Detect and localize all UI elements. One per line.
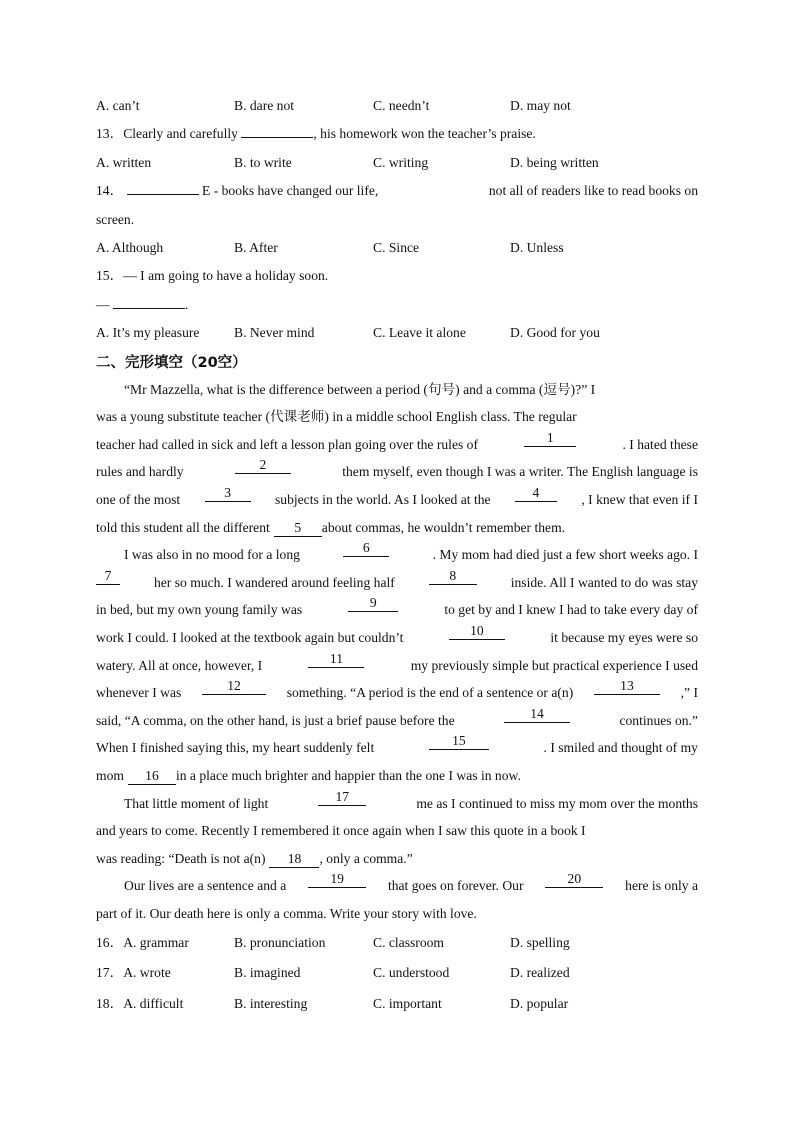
q14-option-a[interactable]: A. Although — [96, 240, 164, 256]
passage-text: continues on.” — [619, 712, 698, 728]
mcq-option-b[interactable]: B. pronunciation — [234, 934, 326, 950]
mcq-option-cell — [96, 958, 234, 989]
q14-question-line1 — [96, 177, 698, 205]
passage-text: her so much. I wandered around feeling half — [153, 574, 395, 590]
q13-option-c[interactable]: C. writing — [373, 154, 429, 170]
q15-prompt: — I am going to have a holiday soon. — [123, 268, 329, 284]
q13-option-d[interactable]: D. being written — [510, 154, 599, 170]
passage-line — [96, 403, 698, 431]
mcq-option-cell — [510, 989, 698, 1020]
passage-line — [96, 486, 698, 514]
cloze-passage — [96, 376, 698, 928]
q14-option-b[interactable]: B. After — [234, 240, 278, 256]
mcq-option-b[interactable]: B. imagined — [234, 965, 301, 981]
q14-text-a: E - books have changed our life, — [202, 183, 379, 199]
q15-option-d[interactable]: D. Good for you — [510, 325, 600, 341]
q13-text-pre: Clearly and carefully — [123, 126, 238, 142]
cloze-blank-5[interactable]: 5 — [274, 521, 322, 537]
mcq-option-c[interactable]: C. understood — [373, 965, 450, 981]
q15-option-c[interactable]: C. Leave it alone — [373, 325, 466, 341]
section-title-cloze: 二、完形填空（20空） — [96, 354, 247, 371]
mcq-number: 18． — [96, 995, 124, 1011]
q15-number: 15． — [96, 268, 124, 284]
cloze-blank-13[interactable]: 13 — [594, 679, 660, 695]
passage-text: When I finished saying this, my heart suddenly felt — [96, 740, 375, 756]
q12-option-b[interactable]: B. dare not — [234, 98, 295, 113]
cloze-blank-19[interactable]: 19 — [308, 872, 366, 888]
q15-reply-end: . — [185, 296, 189, 312]
q13-option-b[interactable]: B. to write — [234, 154, 292, 170]
cloze-blank-20[interactable]: 20 — [545, 872, 603, 888]
passage-text: watery. All at once, however, I — [96, 657, 263, 673]
cloze-blank-18[interactable]: 18 — [269, 852, 319, 868]
passage-line — [96, 596, 698, 624]
cloze-blank-10[interactable]: 10 — [449, 624, 505, 640]
mcq-option-d[interactable]: D. realized — [510, 965, 570, 981]
q14-option-d[interactable]: D. Unless — [510, 240, 564, 256]
passage-text: was a young substitute teacher (代课老师) in a middle school English class. The regular — [96, 409, 577, 425]
q14-number: 14． — [96, 183, 124, 199]
q15-options — [96, 319, 698, 347]
cloze-blank-4[interactable]: 4 — [515, 486, 557, 502]
passage-line — [96, 541, 698, 569]
passage-text: said, “A comma, on the other hand, is just a brief pause before the — [96, 712, 455, 728]
passage-text: and years to come. Recently I remembered it once again when I saw this quote in a book I — [96, 823, 586, 839]
passage-text: about commas, he wouldn’t remember them. — [321, 519, 566, 535]
mcq-option-cell — [510, 958, 698, 989]
passage-line — [96, 790, 698, 818]
passage-text: told this student all the different — [96, 519, 270, 535]
passage-line — [96, 762, 698, 790]
passage-text: mom — [96, 767, 124, 783]
q14-text-b: not all of readers like to read books on — [488, 183, 698, 199]
cloze-blank-3[interactable]: 3 — [205, 486, 251, 502]
q12-options — [96, 92, 698, 120]
cloze-blank-6[interactable]: 6 — [343, 541, 389, 557]
passage-text: , only a comma.” — [319, 850, 413, 866]
passage-line — [96, 458, 698, 486]
q12-option-a[interactable]: A. can’t — [96, 98, 140, 113]
passage-text: , I knew that even if I — [581, 492, 698, 508]
cloze-blank-11[interactable]: 11 — [308, 652, 364, 668]
passage-text: whenever I was — [96, 685, 182, 701]
passage-line — [96, 707, 698, 735]
passage-text: me as I continued to miss my mom over the months — [416, 795, 698, 811]
passage-line — [96, 376, 698, 404]
mcq-option-d[interactable]: D. popular — [510, 995, 569, 1011]
passage-text: . I hated these — [622, 436, 698, 452]
cloze-blank-16[interactable]: 16 — [128, 769, 176, 785]
q12-option-d[interactable]: D. may not — [510, 98, 571, 113]
cloze-blank-9[interactable]: 9 — [348, 596, 398, 612]
passage-text: was reading: “Death is not a(n) — [96, 850, 266, 866]
q14-option-c[interactable]: C. Since — [373, 240, 420, 256]
passage-text: it because my eyes were so — [550, 630, 698, 645]
passage-text: my previously simple but practical experience I used — [410, 657, 698, 673]
mcq-number: 16． — [96, 934, 124, 950]
q13-question — [96, 120, 698, 148]
passage-line — [96, 845, 698, 873]
q15-reply-line — [96, 291, 698, 319]
q14-blank[interactable] — [127, 179, 199, 195]
mcq-option-a[interactable]: A. grammar — [123, 934, 189, 950]
cloze-blank-14[interactable]: 14 — [504, 707, 570, 723]
mcq-option-a[interactable]: A. difficult — [123, 995, 184, 1011]
q15-reply-dash: — — [96, 296, 110, 312]
mcq-option-cell — [373, 989, 510, 1020]
mcq-option-c[interactable]: C. classroom — [373, 934, 444, 950]
passage-text: . My mom had died just a few short weeks ago. I — [432, 547, 698, 563]
passage-line — [96, 734, 698, 762]
cloze-blank-12[interactable]: 12 — [202, 679, 266, 695]
q15-option-b[interactable]: B. Never mind — [234, 325, 315, 341]
mcq-option-cell — [96, 989, 234, 1020]
q14-options — [96, 234, 698, 262]
passage-line — [96, 652, 698, 680]
passage-text: “Mr Mazzella, what is the difference between a period (句号) and a comma (逗号)?” I — [124, 381, 596, 397]
passage-text: . I smiled and thought of my — [543, 740, 698, 756]
passage-line — [96, 817, 698, 845]
q15-option-a[interactable]: A. It’s my pleasure — [96, 325, 200, 341]
passage-text: something. “A period is the end of a sentence or a(n) — [286, 685, 574, 701]
mcq-option-cell — [373, 958, 510, 989]
passage-text: part of it. Our death here is only a comma. Write your story with love. — [96, 905, 477, 921]
passage-line — [96, 679, 698, 707]
passage-line — [96, 900, 698, 928]
mcq-option-cell — [96, 928, 234, 959]
passage-line — [96, 569, 698, 597]
passage-text: I was also in no mood for a long — [124, 547, 300, 563]
passage-text: inside. All I wanted to do was stay — [510, 574, 698, 590]
passage-line — [96, 514, 698, 542]
q13-blank[interactable] — [241, 122, 313, 138]
q13-option-a[interactable]: A. written — [96, 154, 152, 170]
mcq-option-a[interactable]: A. wrote — [123, 965, 171, 981]
passage-text: subjects in the world. As I looked at the — [274, 492, 491, 508]
worksheet-page — [96, 92, 698, 1019]
cloze-blank-1[interactable]: 1 — [524, 431, 576, 447]
mcq-option-b[interactable]: B. interesting — [234, 995, 308, 1011]
mcq-option-cell — [234, 958, 373, 989]
passage-line — [96, 872, 698, 900]
passage-text: teacher had called in sick and left a lesson plan going over the rules of — [96, 436, 478, 452]
passage-line — [96, 624, 698, 652]
q13-number: 13． — [96, 126, 124, 142]
q12-option-c[interactable]: C. needn’t — [373, 98, 430, 113]
passage-text: rules and hardly — [96, 464, 184, 480]
passage-line — [96, 431, 698, 459]
mcq-row — [96, 958, 698, 989]
mcq-option-cell — [234, 928, 373, 959]
mcq-option-cell — [373, 928, 510, 959]
passage-text: them myself, even though I was a writer. The English language is — [342, 464, 698, 480]
cloze-blank-15[interactable]: 15 — [429, 734, 489, 750]
mcq-number: 17． — [96, 965, 124, 981]
cloze-blank-2[interactable]: 2 — [235, 458, 291, 474]
passage-text: to get by and I knew I had to take every day of — [444, 602, 698, 618]
cloze-options — [96, 928, 698, 1020]
q15-question — [96, 262, 698, 290]
mcq-option-cell — [510, 928, 698, 959]
passage-text: here is only a — [625, 878, 698, 894]
passage-text: that goes on forever. Our — [387, 878, 524, 894]
passage-text: in a place much brighter and happier than the one I was in now. — [175, 767, 521, 783]
passage-text: That little moment of light — [124, 795, 269, 811]
passage-text: one of the most — [96, 492, 181, 508]
cloze-blank-17[interactable]: 17 — [318, 790, 366, 806]
passage-text: work I could. I looked at the textbook again but couldn’t — [96, 630, 404, 645]
mcq-option-d[interactable]: D. spelling — [510, 934, 570, 950]
mcq-row — [96, 989, 698, 1020]
q14-question-line2: screen. — [96, 211, 135, 227]
cloze-blank-8[interactable]: 8 — [429, 569, 477, 585]
q15-blank[interactable] — [113, 293, 185, 309]
mcq-option-cell — [234, 989, 373, 1020]
passage-text: ,” I — [680, 685, 698, 701]
q13-options — [96, 149, 698, 177]
mcq-option-c[interactable]: C. important — [373, 995, 442, 1011]
cloze-blank-7[interactable]: 7 — [96, 569, 120, 585]
mcq-row — [96, 928, 698, 959]
passage-text: in bed, but my own young family was — [96, 602, 303, 618]
passage-text: Our lives are a sentence and a — [124, 878, 287, 894]
q13-text-post: , his homework won the teacher’s praise. — [313, 126, 536, 142]
